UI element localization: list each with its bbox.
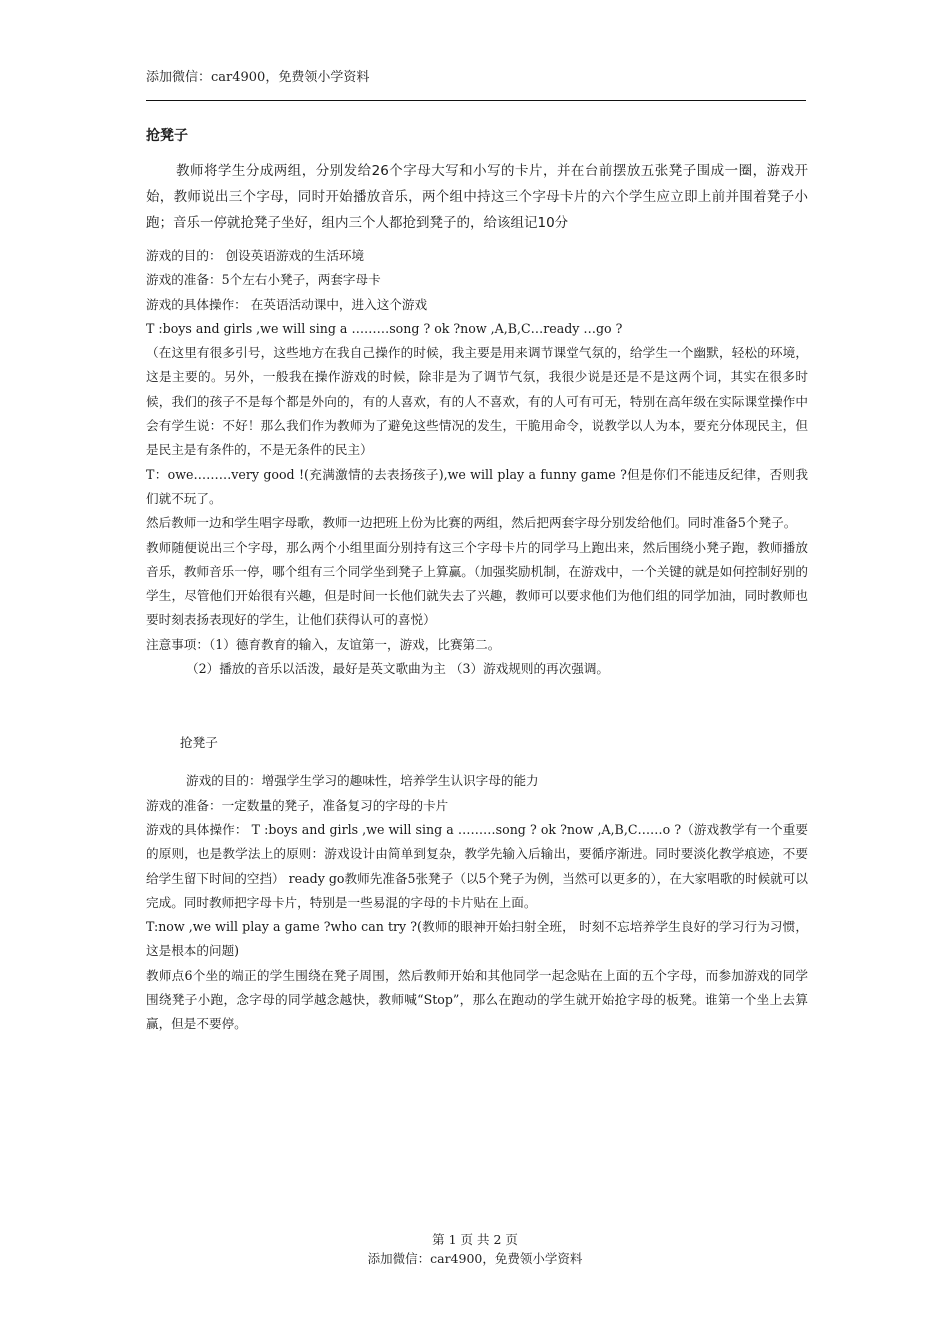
document-body [146, 124, 808, 1037]
section1-title: 抢凳子 [146, 128, 188, 144]
section1-paragraph: 游戏的具体操作： 在英语活动课中，进入这个游戏 [146, 296, 428, 312]
section1-paragraph: （在这里有很多引号，这些地方在我自己操作的时候，我主要是用来调节课堂气氛的，给学生一个幽默，轻松的环境，这是主要的。另外，一般我在操作游戏的时候，除非是为了调节气氛，我很少说是还是不是这两个词，其实在很多时候，我们的孩子不是每个都是外向的，有的人喜欢，有的人不喜欢，有的人可有可无，特别在高年级在实际课堂操作中会有学生说：不好！那么我们作为教师为了避免这些情况的发生，干脆用命令，说教学以人为本，要充分体现民主，但是民主是有条件的，不是无条件的民主） [146, 345, 808, 458]
section1-paragraph: 然后教师一边和学生唱字母歌，教师一边把班上份为比赛的两组，然后把两套字母分别发给他们。同时准备5个凳子。 [146, 515, 797, 531]
section2-purpose: 游戏的目的：增强学生学习的趣味性，培养学生认识字母的能力 [186, 773, 539, 789]
section-gap [146, 681, 808, 731]
section1-paragraph: T：owe………very good !(充满激情的去表扬孩子),we will play a funny game ?但是你们不能违反纪律，否则我们就不玩了。 [146, 466, 808, 506]
section2-paragraph: 游戏的准备：一定数量的凳子，准备复习的字母的卡片 [146, 797, 449, 813]
footer-text: 添加微信：car4900，免费领小学资料 [367, 1251, 583, 1266]
section1-intro: 教师将学生分成两组，分别发给26个字母大写和小写的卡片，并在台前摆放五张凳子围成一圈，游戏开始，教师说出三个字母，同时开始播放音乐，两个组中持这三个字母卡片的六个学生应立即上前并围着凳子小跑；音乐一停就抢凳子坐好，组内三个人都抢到凳子的，给该组记10分 [146, 163, 808, 231]
section2-paragraph: 教师点6个坐的端正的学生围绕在凳子周围，然后教师开始和其他同学一起念贴在上面的五个字母，而参加游戏的同学围绕凳子小跑，念字母的同学越念越快，教师喊“Stop”，那么在跑动的学生就开始抢字母的板凳。谁第一个坐上去算赢，但是不要停。 [146, 967, 808, 1032]
section1-paragraph: T :boys and girls ,we will sing a ………song ? ok ?now ,A,B,C…ready …go ? [146, 320, 623, 336]
section1-note-continued: （2）播放的音乐以活泼，最好是英文歌曲为主 （3）游戏规则的再次强调。 [186, 661, 610, 677]
section2-paragraph: T:now ,we will play a game ?who can try ?(教师的眼神开始扫射全班， 时刻不忘培养学生良好的学习行为习惯，这是根本的问题) [146, 919, 808, 959]
section1-paragraph: 游戏的准备：5个左右小凳子，两套字母卡 [146, 272, 381, 288]
header-text: 添加微信：car4900，免费领小学资料 [146, 70, 370, 85]
section1-paragraph: 注意事项：（1）德育教育的输入，友谊第一，游戏，比赛第二。 [146, 636, 501, 652]
section2-title: 抢凳子 [180, 735, 218, 751]
section2-paragraph: 游戏的具体操作： T :boys and girls ,we will sing a ………song ? ok ?now ,A,B,C……o ?（游戏教学有一个重要的原则，也是教学法上的原则：游戏设计由简单到复杂，教学先输入后输出，要循序渐进。同时要淡化教学痕迹，不要给学生留下时间的空挡） ready go教师先准备5张凳子（以5个凳子为例，当然可以更多的），在大家唱歌的时候就可以完成。同时教师把字母卡片，特别是一些易混的字母的卡片贴在上面。 [146, 821, 808, 910]
header-divider [146, 100, 806, 101]
section1-paragraph: 教师随便说出三个字母，那么两个小组里面分别持有这三个字母卡片的同学马上跑出来，然后围绕小凳子跑，教师播放音乐，教师音乐一停，哪个组有三个同学坐到凳子上算赢。（加强奖励机制，在游戏中，一个关键的就是如何控制好别的学生，尽管他们开始很有兴趣，但是时间一长他们就失去了兴趣，教师可以要求他们为他们组的同学加油，同时教师也要时刻表扬表现好的学生，让他们获得认可的喜悦） [146, 539, 808, 628]
section1-paragraph: 游戏的目的： 创设英语游戏的生活环境 [146, 248, 365, 263]
page-number: 第 1 页 共 2 页 [432, 1232, 518, 1247]
